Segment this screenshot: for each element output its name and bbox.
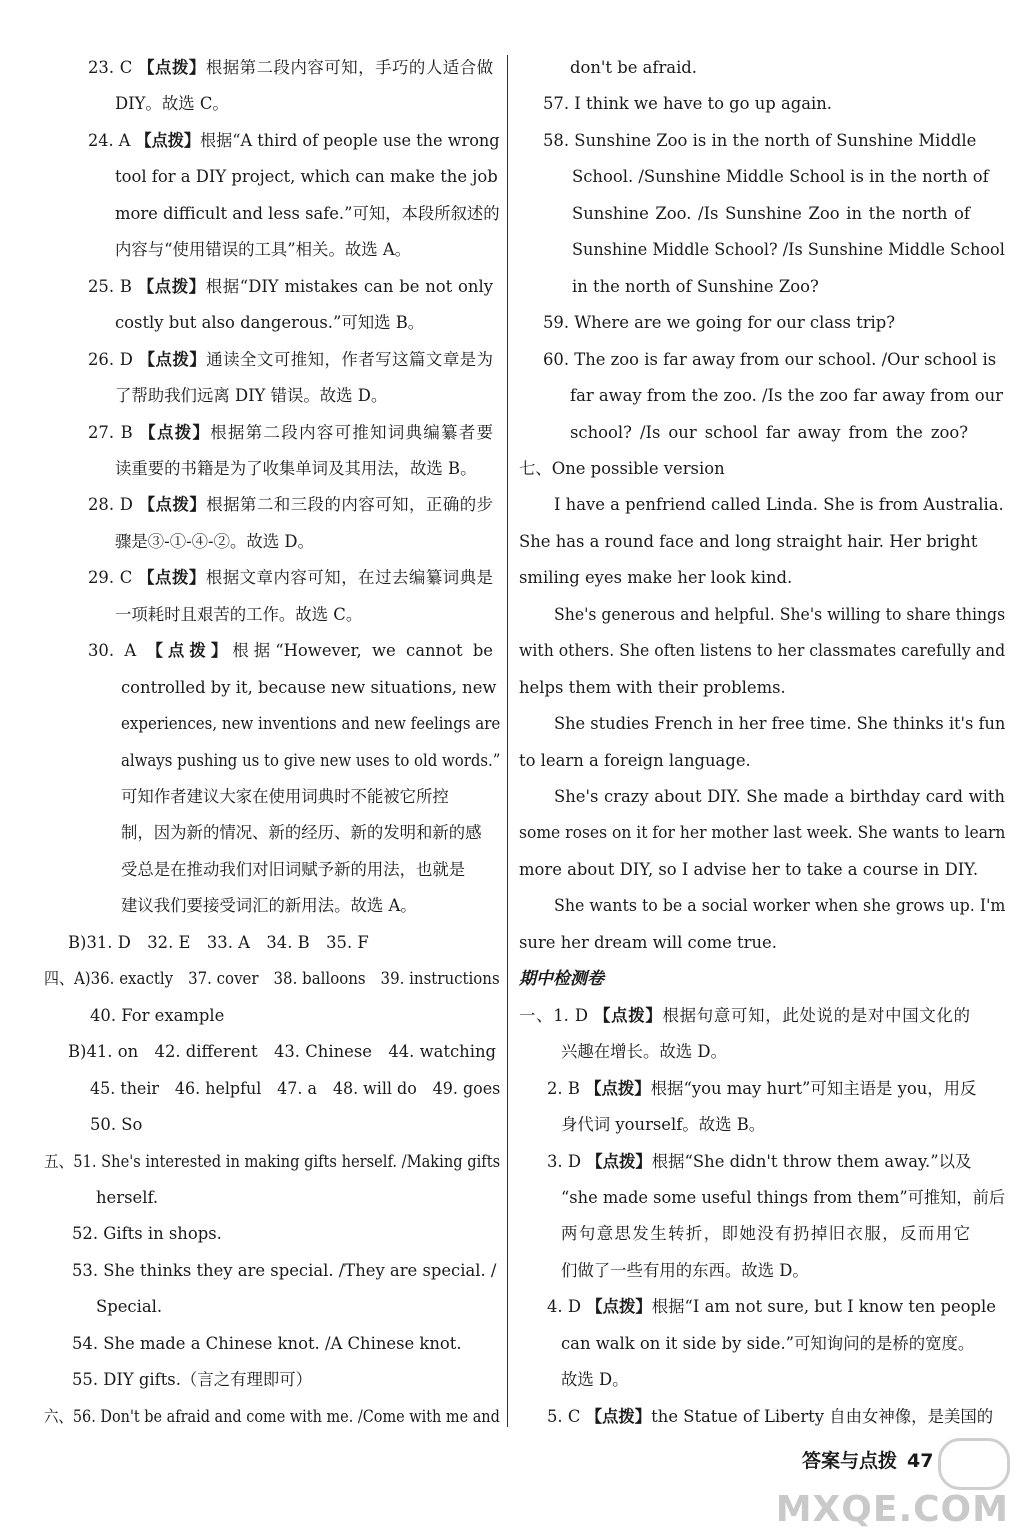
right-line: 58. Sunshine Zoo is in the north of Sunshine Middle <box>543 130 977 150</box>
hint-tag: 【点拨】 <box>146 641 233 661</box>
left-line: 了帮助我们远离 DIY 错误。故选 D。 <box>115 386 388 406</box>
right-line: Sunshine Zoo. /Is Sunshine Zoo in the north of <box>572 203 970 223</box>
right-line: don't be afraid. <box>570 58 698 77</box>
left-line: 建议我们要接受词汇的新用法。故选 A。 <box>121 896 417 916</box>
watermark-badge <box>938 1438 1010 1490</box>
hint-tag: 【点拨】 <box>586 1151 652 1171</box>
left-line: 受总是在推动我们对旧词赋予新的用法，也就是 <box>121 859 466 879</box>
left-line: 内容与“使用错误的工具”相关。故选 A。 <box>115 240 412 260</box>
right-line: far away from the zoo. /Is the zoo far away from our <box>570 386 1003 406</box>
right-line: She's crazy about DIY. She made a birthday card with <box>554 787 1005 806</box>
right-line: to learn a foreign language. <box>519 750 751 770</box>
left-line: 54. She made a Chinese knot. /A Chinese knot. <box>72 1333 462 1353</box>
page-number: 47 <box>907 1450 934 1472</box>
right-line: 身代词 yourself。故选 B。 <box>561 1115 766 1135</box>
right-line: 5. C 【点拨】the Statue of Liberty 自由女神像，是美国的 <box>547 1406 994 1426</box>
left-line: B)41. on 42. different 43. Chinese 44. watching <box>68 1042 497 1062</box>
left-line: tool for a DIY project, which can make the job <box>115 167 498 187</box>
left-line: DIY。故选 C。 <box>115 94 229 114</box>
right-line: 故选 D。 <box>561 1370 629 1390</box>
left-line: 30. A 【点拨】根据“However, we cannot be <box>88 641 494 661</box>
right-line: 两句意思发生转折，即她没有扔掉旧衣服，反而用它 <box>561 1224 970 1244</box>
hint-tag: 【点拨】 <box>139 422 211 442</box>
right-line: 们做了一些有用的东西。故选 D。 <box>561 1260 809 1280</box>
left-line: herself. <box>96 1187 159 1207</box>
right-line: 3. D 【点拨】根据“She didn't throw them away.”以及 <box>547 1151 972 1171</box>
right-line: with others. She often listens to her classmates carefully and <box>519 641 1006 661</box>
left-line: 26. D 【点拨】通读全文可推知，作者写这篇文章是为 <box>88 349 494 369</box>
right-line: “she made some useful things from them”可推知，前后 <box>561 1187 1006 1207</box>
left-line: experiences, new inventions and new feelings are <box>121 714 501 734</box>
right-line: I have a penfriend called Linda. She is from Australia. <box>554 495 1004 515</box>
left-line: 24. A 【点拨】根据“A third of people use the wrong <box>88 130 500 150</box>
right-line: helps them with their problems. <box>519 677 786 697</box>
column-divider <box>507 55 508 1427</box>
hint-tag: 【点拨】 <box>593 1005 663 1025</box>
right-line: sure her dream will come true. <box>519 932 777 952</box>
right-line: 2. B 【点拨】根据“you may hurt”可知主语是 you，用反 <box>547 1078 977 1098</box>
right-line: 57. I think we have to go up again. <box>543 94 833 114</box>
left-line: 五、51. She's interested in making gifts herself. /Making gifts <box>44 1151 501 1171</box>
left-line: 一项耗时且艰苦的工作。故选 C。 <box>115 604 363 624</box>
footer-label: 答案与点拨 <box>802 1450 898 1472</box>
left-line: 29. C 【点拨】根据文章内容可知，在过去编纂词典是 <box>88 568 494 588</box>
left-line: 50. So <box>90 1115 143 1135</box>
right-line: She wants to be a social worker when she grows up. I'm <box>554 896 1006 916</box>
right-line: school? /Is our school far away from the zoo? <box>570 422 968 442</box>
right-line: Sunshine Middle School? /Is Sunshine Middle School <box>572 240 1005 260</box>
left-line: 53. She thinks they are special. /They are special. / <box>72 1260 497 1280</box>
left-line: costly but also dangerous.”可知选 B。 <box>115 313 425 333</box>
right-line: smiling eyes make her look kind. <box>519 568 793 588</box>
left-line: Special. <box>96 1297 163 1317</box>
right-line: 4. D 【点拨】根据“I am not sure, but I know ten people <box>547 1297 996 1317</box>
right-line: 60. The zoo is far away from our school. /Our school is <box>543 349 997 369</box>
left-line: 28. D 【点拨】根据第二和三段的内容可知，正确的步 <box>88 495 494 515</box>
left-line: 27. B 【点拨】根据第二段内容可推知词典编纂者要 <box>88 422 494 442</box>
left-line: more difficult and less safe.”可知，本段所叙述的 <box>115 203 500 223</box>
left-line: 25. B 【点拨】根据“DIY mistakes can be not only <box>88 276 493 296</box>
left-line: 骤是③-①-④-②。故选 D。 <box>115 531 314 551</box>
right-line: 期中检测卷 <box>519 969 604 990</box>
hint-tag: 【点拨】 <box>138 495 207 515</box>
left-line: 制，因为新的情况、新的经历、新的发明和新的感 <box>121 823 482 843</box>
right-line: can walk on it side by side.”可知询问的是桥的宽度。 <box>561 1333 975 1353</box>
hint-tag: 【点拨】 <box>138 568 206 588</box>
left-line: always pushing us to give new uses to old words.” <box>121 750 501 770</box>
left-line: 45. their 46. helpful 47. a 48. will do 49. goes <box>90 1078 501 1098</box>
left-line: 55. DIY gifts.（言之有理即可） <box>72 1370 313 1390</box>
right-line: She has a round face and long straight hair. Her bright <box>519 531 978 551</box>
left-line: 40. For example <box>90 1005 225 1025</box>
hint-tag: 【点拨】 <box>135 130 200 150</box>
right-line: 59. Where are we going for our class trip? <box>543 313 896 333</box>
left-line: 读重要的书籍是为了收集单词及其用法，故选 B。 <box>115 458 477 478</box>
right-line: She studies French in her free time. She thinks it's fun <box>554 714 1006 734</box>
right-line: 一、1. D 【点拨】根据句意可知，此处说的是对中国文化的 <box>519 1005 971 1025</box>
page-footer <box>802 1448 933 1474</box>
watermark: MXQE.COM <box>775 1489 1009 1530</box>
right-line: 兴趣在增长。故选 D。 <box>561 1042 727 1062</box>
left-line: 52. Gifts in shops. <box>72 1224 222 1244</box>
hint-tag: 【点拨】 <box>585 1078 651 1098</box>
right-line: She's generous and helpful. She's willing to share things <box>554 604 1006 624</box>
left-line: 四、A)36. exactly 37. cover 38. balloons 39. instructions <box>44 969 500 989</box>
right-line: some roses on it for her mother last week. She wants to learn <box>519 823 1006 843</box>
right-line: more about DIY, so I advise her to take a course in DIY. <box>519 859 979 879</box>
hint-tag: 【点拨】 <box>586 1297 652 1317</box>
hint-tag: 【点拨】 <box>138 349 207 369</box>
right-line: in the north of Sunshine Zoo? <box>572 276 819 296</box>
left-line: B)31. D 32. E 33. A 34. B 35. F <box>68 932 369 952</box>
hint-tag: 【点拨】 <box>138 58 206 77</box>
left-line: controlled by it, because new situations, new <box>121 677 497 697</box>
right-line: School. /Sunshine Middle School is in the north of <box>572 167 989 187</box>
left-line: 六、56. Don't be afraid and come with me. /Come with me and <box>44 1406 500 1426</box>
hint-tag: 【点拨】 <box>585 1406 652 1426</box>
right-line: 七、One possible version <box>519 458 725 478</box>
hint-tag: 【点拨】 <box>137 276 206 296</box>
left-line: 可知作者建议大家在使用词典时不能被它所控 <box>121 787 449 806</box>
left-line: 23. C 【点拨】根据第二段内容可知，手巧的人适合做 <box>88 58 494 77</box>
